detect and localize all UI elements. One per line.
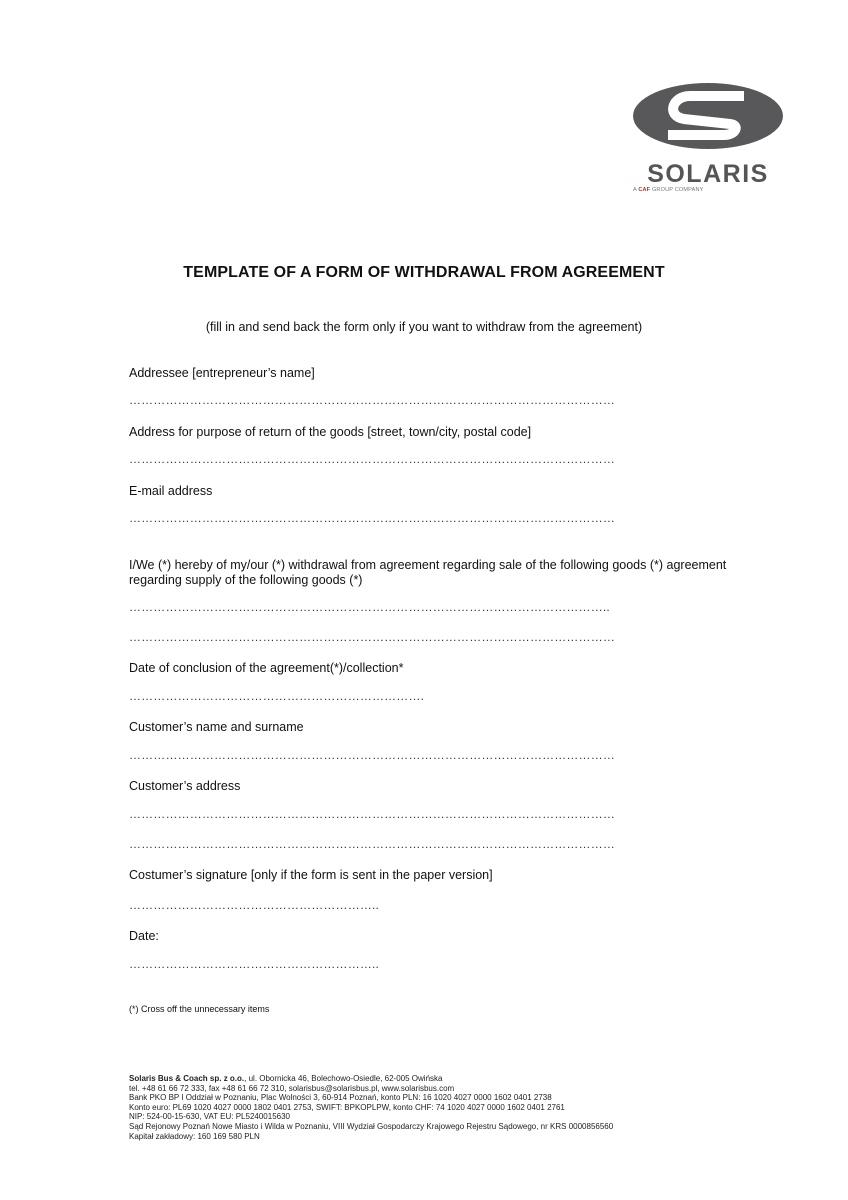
solaris-emblem-icon <box>632 82 784 160</box>
footer-line-1: Solaris Bus & Coach sp. z o.o., ul. Obornicka 46, Bolechowo-Osiedle, 62-005 Owińska <box>129 1074 443 1083</box>
return-address-dotted-line: ………………………………………………………………………………………………………… <box>129 452 615 466</box>
footer-line-7: Kapitał zakładowy: 160 169 580 PLN <box>129 1131 260 1141</box>
conclusion-date-dotted-line: ………………………………………………………………. <box>129 689 425 703</box>
customer-address-label: Customer’s address <box>129 779 241 793</box>
footer-line-6: Sąd Rejonowy Poznań Nowe Miasto i Wilda w Poznaniu, VIII Wydział Gospodarczy Krajowego Rejestru Sądowego, nr KRS 0000856560 <box>129 1121 614 1131</box>
statement-dotted-line-1: ……………………………………………………………………………………………………….. <box>129 600 610 614</box>
signature-dotted-line: …………………………………………………….. <box>129 898 379 912</box>
return-address-label: Address for purpose of return of the goods [street, town/city, postal code] <box>129 425 532 439</box>
logo-tagline: A CAF GROUP COMPANY <box>633 187 704 193</box>
footer-company-name: Solaris Bus & Coach sp. z o.o. <box>129 1074 245 1083</box>
footer-line-5: NIP: 524-00-15-630, VAT EU: PL5240015630 <box>129 1112 290 1122</box>
addressee-dotted-line: ………………………………………………………………………………………………………… <box>129 393 615 407</box>
footnote: (*) Cross off the unnecessary items <box>129 1004 270 1014</box>
page-subtitle: (fill in and send back the form only if you want to withdraw from the agreement) <box>205 320 643 334</box>
customer-address-dotted-line-2: ………………………………………………………………………………………………………… <box>129 837 615 851</box>
logo-wordmark: SOLARIS <box>647 160 769 188</box>
customer-address-dotted-line-1: ………………………………………………………………………………………………………… <box>129 807 615 821</box>
email-dotted-line: ………………………………………………………………………………………………………… <box>129 511 615 525</box>
signature-label: Costumer’s signature [only if the form is sent in the paper version] <box>129 868 493 882</box>
footer-line-4: Konto euro: PL69 1020 4027 0000 1802 0401 2753, SWIFT: BPKOPLPW, konto CHF: 74 1020 4027 0000 1602 0401 2761 <box>129 1102 565 1112</box>
email-label: E-mail address <box>129 484 213 498</box>
page-title: TEMPLATE OF A FORM OF WITHDRAWAL FROM AGREEMENT <box>183 264 665 281</box>
customer-name-label: Customer’s name and surname <box>129 720 304 734</box>
company-footer <box>129 1074 613 1141</box>
conclusion-date-label: Date of conclusion of the agreement(*)/collection* <box>129 661 404 675</box>
statement-dotted-line-2: ………………………………………………………………………………………………………… <box>129 630 615 644</box>
solaris-logo <box>632 82 784 197</box>
date-label: Date: <box>129 929 159 943</box>
customer-name-dotted-line: ………………………………………………………………………………………………………… <box>129 748 615 762</box>
date-dotted-line: …………………………………………………….. <box>129 957 379 971</box>
addressee-label: Addressee [entrepreneur’s name] <box>129 366 315 380</box>
footer-line-2: tel. +48 61 66 72 333, fax +48 61 66 72 310, solarisbus@solarisbus.pl, www.solarisbus.com <box>129 1083 455 1093</box>
footer-line-3: Bank PKO BP I Oddział w Poznaniu, Plac Wolności 3, 60-914 Poznań, konto PLN: 16 1020 4027 0000 1602 0401 2738 <box>129 1093 552 1103</box>
withdrawal-statement: I/We (*) hereby of my/our (*) withdrawal from agreement regarding sale of the following goods (*) agreement regarding supply of the following goods (*) <box>129 558 727 587</box>
